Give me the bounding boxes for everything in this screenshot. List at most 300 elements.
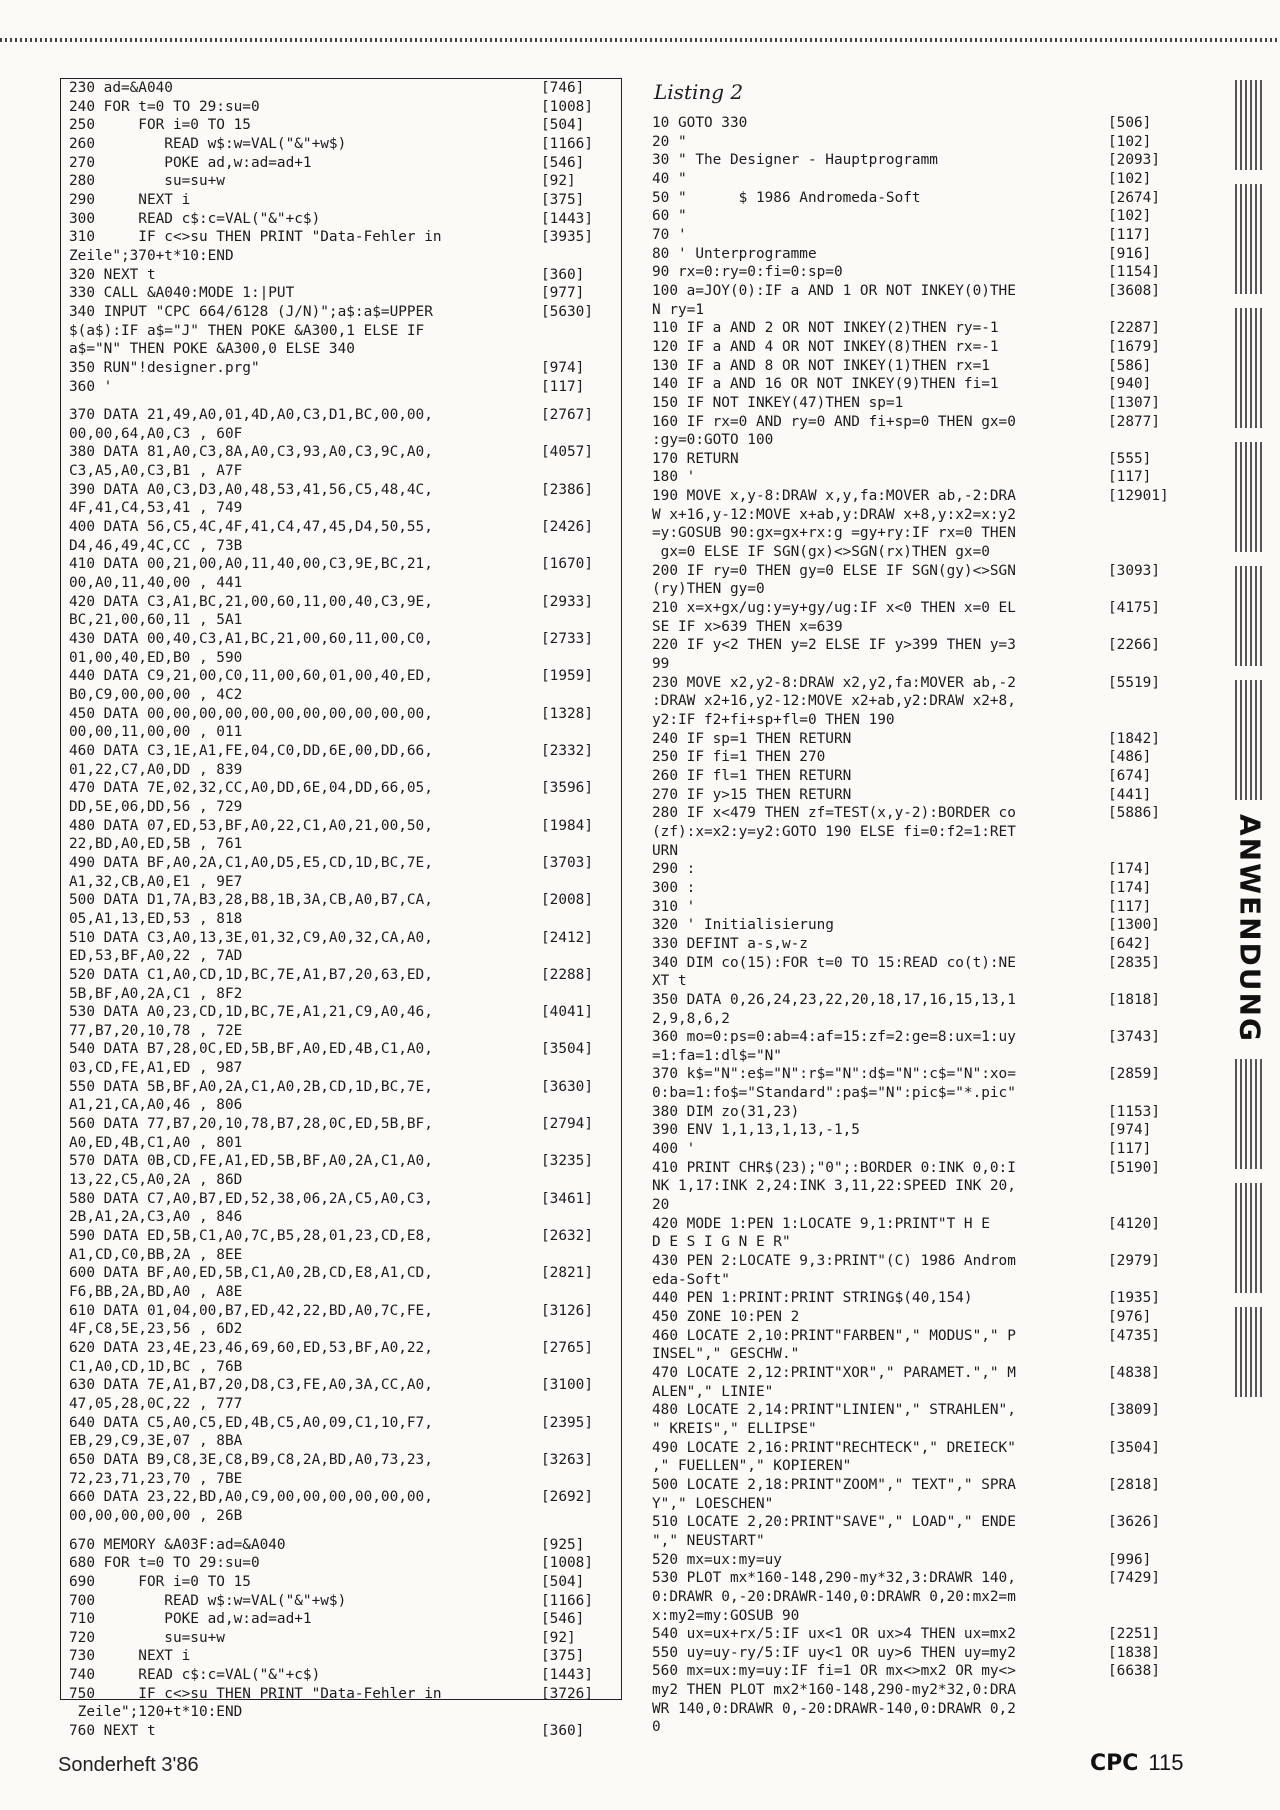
code-text: 290 : (652, 861, 696, 878)
checksum: [2979] (1108, 1253, 1160, 1270)
checksum (541, 723, 615, 742)
checksum: [174] (1108, 879, 1152, 896)
checksum (1108, 1047, 1190, 1066)
code-line (61, 966, 621, 985)
listing1-column (60, 78, 622, 1740)
code-line (640, 823, 1190, 842)
code-text: 160 IF rx=0 AND ry=0 AND fi+sp=0 THEN gx=0 (652, 413, 1016, 430)
checksum: [6638] (1108, 1663, 1160, 1680)
code-text: =y:GOSUB 90:gx=gx+rx:g =gy+ry:IF rx=0 THEN (652, 525, 1016, 542)
checksum (541, 1022, 615, 1041)
code-text: NK 1,17:INK 2,24:INK 3,11,22:SPEED INK 20, (652, 1178, 1016, 1195)
code-line (640, 207, 1190, 226)
code-text: 460 DATA C3,1E,A1,FE,04,C0,DD,6E,00,DD,66, (69, 742, 433, 759)
checksum: [3726] (541, 1685, 593, 1702)
code-text: 550 DATA 5B,BF,A0,2A,C1,A0,2B,CD,1D,BC,7E, (69, 1078, 433, 1095)
code-text: 740 READ c$:c=VAL("&"+c$) (69, 1667, 321, 1684)
code-line (61, 1190, 621, 1209)
code-line (640, 1140, 1190, 1159)
code-line (640, 674, 1190, 693)
code-line (640, 413, 1190, 432)
code-text: 450 DATA 00,00,00,00,00,00,00,00,00,00,00, (69, 705, 433, 722)
code-text: 180 ' (652, 469, 696, 486)
code-line (640, 1252, 1190, 1271)
code-text: 470 LOCATE 2,12:PRINT"XOR"," PARAMET."," M (652, 1364, 1016, 1381)
code-text: BC,21,00,60,11 , 5A1 (69, 612, 243, 629)
checksum: [3703] (541, 854, 593, 871)
code-line (61, 611, 621, 630)
code-text: 310 IF c<>su THEN PRINT "Data-Fehler in (69, 229, 442, 246)
code-line (640, 1401, 1190, 1420)
checksum (1108, 823, 1190, 842)
checksum (541, 574, 615, 593)
code-text: 530 DATA A0,23,CD,1D,BC,7E,A1,21,C9,A0,46, (69, 1004, 433, 1021)
code-text: Y"," LOESCHEN" (652, 1495, 774, 1512)
checksum: [1935] (1108, 1290, 1160, 1307)
checksum: [4120] (1108, 1215, 1160, 1232)
code-line (61, 1414, 621, 1433)
checksum: [2287] (1108, 320, 1160, 337)
code-text: 230 MOVE x2,y2-8:DRAW x2,y2,fa:MOVER ab,-2 (652, 674, 1016, 691)
code-line (640, 636, 1190, 655)
code-line (61, 1376, 621, 1395)
footer-issue: Sonderheft 3'86 (58, 1754, 199, 1776)
code-line (61, 1096, 621, 1115)
checksum: [2767] (541, 407, 593, 424)
code-text: 320 NEXT t (69, 266, 156, 283)
sidebar-band (1235, 80, 1265, 170)
code-line (61, 378, 621, 397)
code-text: A0,ED,4B,C1,A0 , 801 (69, 1134, 243, 1151)
code-text: 13,22,C5,A0,2A , 86D (69, 1172, 243, 1189)
code-line (640, 524, 1190, 543)
code-line (61, 1451, 621, 1470)
code-text: W x+16,y-12:MOVE x+ab,y:DRAW x+8,y:x2=x:y2 (652, 506, 1016, 523)
checksum (541, 425, 615, 444)
code-text: a$="N" THEN POKE &A300,0 ELSE 340 (69, 341, 355, 358)
code-line (61, 518, 621, 537)
code-line (640, 375, 1190, 394)
code-text: 600 DATA BF,A0,ED,5B,C1,A0,2B,CD,E8,A1,CD, (69, 1265, 433, 1282)
sidebar-band (1235, 566, 1265, 666)
code-text: 380 DATA 81,A0,C3,8A,A0,C3,93,A0,C3,9C,A0, (69, 444, 433, 461)
code-text: N ry=1 (652, 301, 704, 318)
code-line (61, 1703, 621, 1722)
code-line (640, 767, 1190, 786)
code-text: 350 RUN"!designer.prg" (69, 359, 260, 376)
code-text: 00,00,64,A0,C3 , 60F (69, 425, 243, 442)
code-text: 2,9,8,6,2 (652, 1010, 730, 1027)
code-text: 420 DATA C3,A1,BC,21,00,60,11,00,40,C3,9E, (69, 593, 433, 610)
code-line (640, 580, 1190, 599)
checksum: [555] (1108, 450, 1152, 467)
listing2-title: Listing 2 (654, 80, 744, 104)
code-text: 00,00,00,00,00 , 26B (69, 1507, 243, 1524)
checksum (541, 462, 615, 481)
code-line (61, 1666, 621, 1685)
code-line (640, 748, 1190, 767)
sidebar-band (1235, 1183, 1265, 1293)
checksum: [92] (541, 173, 576, 190)
sidebar-band (1235, 680, 1265, 800)
code-line (61, 798, 621, 817)
checksum: [2821] (541, 1265, 593, 1282)
code-line (61, 1488, 621, 1507)
code-line (61, 779, 621, 798)
code-text: (ry)THEN gy=0 (652, 581, 765, 598)
code-text: 490 DATA BF,A0,2A,C1,A0,D5,E5,CD,1D,BC,7E, (69, 854, 433, 871)
code-line (61, 406, 621, 425)
checksum: [1959] (541, 668, 593, 685)
checksum (541, 499, 615, 518)
code-text: 440 PEN 1:PRINT:PRINT STRING$(40,154) (652, 1290, 973, 1307)
blank-line (61, 1526, 621, 1536)
code-line (640, 1625, 1190, 1644)
code-line (61, 1246, 621, 1265)
code-line (640, 954, 1190, 973)
checksum: [916] (1108, 245, 1152, 262)
checksum (541, 798, 615, 817)
code-line (640, 1457, 1190, 1476)
code-text: ," FUELLEN"," KOPIEREN" (652, 1458, 852, 1475)
code-line (61, 929, 621, 948)
code-line (61, 667, 621, 686)
checksum: [1670] (541, 556, 593, 573)
code-line (61, 649, 621, 668)
code-line (640, 1345, 1190, 1364)
checksum: [360] (541, 266, 585, 283)
code-text: 260 READ w$:w=VAL("&"+w$) (69, 135, 347, 152)
checksum (541, 611, 615, 630)
checksum (1108, 1495, 1190, 1514)
top-rule (0, 38, 1280, 42)
code-line (61, 1507, 621, 1526)
checksum: [441] (1108, 786, 1152, 803)
checksum: [504] (541, 117, 585, 134)
code-line (640, 711, 1190, 730)
checksum: [1818] (1108, 991, 1160, 1008)
checksum: [642] (1108, 935, 1152, 952)
checksum: [5886] (1108, 805, 1160, 822)
checksum: [4838] (1108, 1364, 1160, 1381)
code-text: 540 ux=ux+rx/5:IF ux<1 OR ux>4 THEN ux=mx2 (652, 1626, 1016, 1643)
checksum (541, 340, 615, 359)
checksum (541, 910, 615, 929)
checksum: [117] (1108, 469, 1152, 486)
code-line (61, 873, 621, 892)
code-text: :DRAW x2+16,y2-12:MOVE x2+ab,y2:DRAW x2+8, (652, 693, 1016, 710)
code-text: SE IF x>639 THEN x=639 (652, 618, 843, 635)
code-line (61, 340, 621, 359)
code-text: 460 LOCATE 2,10:PRINT"FARBEN"," MODUS"," P (652, 1327, 1016, 1344)
code-text: 0:ba=1:fo$="Standard":pa$="N":pic$="*.pic" (652, 1085, 1016, 1102)
checksum (541, 835, 615, 854)
code-text: 500 DATA D1,7A,B3,28,B8,1B,3A,CB,A0,B7,CA, (69, 892, 433, 909)
checksum: [1166] (541, 1592, 593, 1609)
checksum: [674] (1108, 767, 1152, 784)
code-text: 70 ' (652, 226, 687, 243)
code-line (61, 1647, 621, 1666)
code-line (640, 655, 1190, 674)
code-line (640, 1588, 1190, 1607)
code-line (640, 1103, 1190, 1122)
checksum (1108, 1588, 1190, 1607)
checksum: [102] (1108, 208, 1152, 225)
code-text: 640 DATA C5,A0,C5,ED,4B,C5,A0,09,C1,10,F7, (69, 1414, 433, 1431)
checksum (541, 1283, 615, 1302)
code-text: 10 GOTO 330 (652, 115, 748, 131)
checksum (1108, 580, 1190, 599)
code-text: 760 NEXT t (69, 1723, 156, 1740)
code-text: A1,21,CA,A0,46 , 806 (69, 1097, 243, 1114)
code-line (61, 247, 621, 266)
checksum: [2093] (1108, 152, 1160, 169)
code-line (61, 98, 621, 117)
checksum (541, 985, 615, 1004)
code-line (640, 1308, 1190, 1327)
code-line (640, 226, 1190, 245)
code-text: Zeile";370+t*10:END (69, 247, 234, 264)
code-line (61, 891, 621, 910)
code-line (61, 1227, 621, 1246)
code-text: 540 DATA B7,28,0C,ED,5B,BF,A0,ED,4B,C1,A0, (69, 1041, 433, 1058)
code-text: 80 ' Unterprogramme (652, 245, 817, 262)
checksum (1108, 1345, 1190, 1364)
code-text: gx=0 ELSE IF SGN(gx)<>SGN(rx)THEN gx=0 (652, 544, 990, 561)
checksum (541, 1432, 615, 1451)
code-line (640, 133, 1190, 152)
checksum: [977] (541, 285, 585, 302)
code-text: 01,22,C7,A0,DD , 839 (69, 761, 243, 778)
checksum: [174] (1108, 861, 1152, 878)
code-text: 660 DATA 23,22,BD,A0,C9,00,00,00,00,00,00, (69, 1489, 433, 1506)
checksum (1108, 1532, 1190, 1551)
checksum (541, 1246, 615, 1265)
code-line (640, 1364, 1190, 1383)
code-text: 22,BD,A0,ED,5B , 761 (69, 836, 243, 853)
checksum: [3809] (1108, 1402, 1160, 1419)
code-text: D E S I G N E R" (652, 1234, 791, 1251)
code-line (61, 854, 621, 873)
checksum: [4175] (1108, 600, 1160, 617)
checksum: [2395] (541, 1414, 593, 1431)
code-line (61, 1022, 621, 1041)
code-line (640, 245, 1190, 264)
checksum (1108, 1700, 1190, 1719)
code-text: B0,C9,00,00,00 , 4C2 (69, 687, 243, 703)
code-text: 130 IF a AND 8 OR NOT INKEY(1)THEN rx=1 (652, 357, 990, 374)
checksum: [976] (1108, 1309, 1152, 1325)
code-text: 250 FOR i=0 TO 15 (69, 117, 251, 134)
checksum (1108, 301, 1190, 320)
checksum: [3630] (541, 1078, 593, 1095)
code-line (61, 947, 621, 966)
code-text: 20 " (652, 133, 687, 150)
code-text: 530 PLOT mx*160-148,290-my*32,3:DRAWR 140, (652, 1570, 1016, 1587)
code-text: ED,53,BF,A0,22 , 7AD (69, 948, 243, 965)
checksum: [3504] (1108, 1439, 1160, 1456)
code-text: Zeile";120+t*10:END (69, 1704, 243, 1721)
code-line (61, 574, 621, 593)
code-line (61, 284, 621, 303)
code-line (61, 1115, 621, 1134)
code-text: 680 FOR t=0 TO 29:su=0 (69, 1555, 260, 1572)
checksum: [1984] (541, 817, 593, 834)
code-line (61, 266, 621, 285)
code-line (61, 1171, 621, 1190)
code-text: 300 : (652, 879, 696, 896)
code-line (61, 1339, 621, 1358)
code-text: y2:IF f2+fi+sp+fl=0 THEN 190 (652, 712, 895, 728)
checksum: [375] (541, 191, 585, 208)
code-line (640, 1551, 1190, 1570)
code-text: 410 PRINT CHR$(23);"0";:BORDER 0:INK 0,0:I (652, 1159, 1016, 1176)
checksum: [3596] (541, 780, 593, 797)
blank-line (61, 396, 621, 406)
checksum: [12901] (1108, 488, 1169, 505)
checksum: [1154] (1108, 264, 1160, 281)
code-line (640, 468, 1190, 487)
checksum (1108, 1233, 1190, 1252)
checksum (1108, 1271, 1190, 1290)
checksum (541, 1320, 615, 1339)
checksum (541, 1470, 615, 1489)
code-line (640, 263, 1190, 282)
code-line (61, 1134, 621, 1153)
code-line (61, 1722, 621, 1741)
checksum (1108, 1010, 1190, 1029)
checksum: [1328] (541, 705, 593, 722)
checksum: [1307] (1108, 394, 1160, 411)
checksum: [2877] (1108, 413, 1160, 430)
code-line (61, 359, 621, 378)
code-text: 280 IF x<479 THEN zf=TEST(x,y-2):BORDER co (652, 805, 1016, 822)
checksum (541, 1171, 615, 1190)
checksum: [2859] (1108, 1066, 1160, 1083)
checksum (1108, 1681, 1190, 1700)
code-text: 400 ' (652, 1141, 696, 1158)
code-line (640, 842, 1190, 861)
checksum: [117] (541, 378, 585, 395)
checksum (541, 1096, 615, 1115)
code-line (640, 1718, 1190, 1737)
checksum (1108, 1607, 1190, 1626)
code-line (61, 1592, 621, 1611)
section-sidebar (1232, 80, 1268, 1680)
checksum: [7429] (1108, 1570, 1160, 1587)
checksum: [1166] (541, 135, 593, 152)
code-text: 620 DATA 23,4E,23,46,69,60,ED,53,BF,A0,22, (69, 1339, 433, 1356)
code-line (61, 228, 621, 247)
checksum (1108, 1177, 1190, 1196)
code-line (61, 537, 621, 556)
code-line (61, 761, 621, 780)
code-text: 520 mx=ux:my=uy (652, 1551, 782, 1568)
code-text: C3,A5,A0,C3,B1 , A7F (69, 463, 243, 480)
code-text: 510 DATA C3,A0,13,3E,01,32,C9,A0,32,CA,A0, (69, 929, 433, 946)
checksum (541, 1703, 615, 1722)
checksum (541, 1358, 615, 1377)
checksum: [102] (1108, 133, 1152, 150)
code-line (640, 1569, 1190, 1588)
code-text: 390 DATA A0,C3,D3,A0,48,53,41,56,C5,48,4C, (69, 481, 433, 498)
checksum (541, 247, 615, 266)
checksum: [940] (1108, 376, 1152, 393)
code-text: x:my2=my:GOSUB 90 (652, 1607, 800, 1624)
sidebar-band (1235, 1059, 1265, 1169)
checksum (541, 1208, 615, 1227)
code-line (61, 154, 621, 173)
checksum (541, 1059, 615, 1078)
code-text: 20 (652, 1197, 670, 1214)
code-text: " KREIS"," ELLIPSE" (652, 1420, 817, 1437)
code-line (640, 1047, 1190, 1066)
code-text: 4F,C8,5E,23,56 , 6D2 (69, 1321, 243, 1338)
checksum (541, 761, 615, 780)
code-text: C1,A0,CD,1D,BC , 76B (69, 1358, 243, 1375)
checksum: [2765] (541, 1339, 593, 1356)
code-text: 550 uy=uy-ry/5:IF uy<1 OR uy>6 THEN uy=my2 (652, 1644, 1016, 1661)
checksum: [5630] (541, 303, 593, 320)
code-text: 480 LOCATE 2,14:PRINT"LINIEN"," STRAHLEN", (652, 1402, 1016, 1419)
code-text: 590 DATA ED,5B,C1,A0,7C,B5,28,01,23,CD,E8, (69, 1228, 433, 1245)
checksum (541, 947, 615, 966)
code-text: 410 DATA 00,21,00,A0,11,40,00,C3,9E,BC,21, (69, 556, 433, 573)
code-text: $(a$):IF a$="J" THEN POKE &A300,1 ELSE IF (69, 322, 425, 339)
checksum (1108, 1383, 1190, 1402)
code-line (61, 191, 621, 210)
code-text: 60 " (652, 208, 687, 225)
checksum: [506] (1108, 115, 1152, 131)
checksum: [2386] (541, 481, 593, 498)
code-line (640, 692, 1190, 711)
code-text: D4,46,49,4C,CC , 73B (69, 537, 243, 554)
code-text: 700 READ w$:w=VAL("&"+w$) (69, 1592, 347, 1609)
code-line (61, 1358, 621, 1377)
code-line (61, 499, 621, 518)
sidebar-band (1235, 1307, 1265, 1397)
checksum (1108, 618, 1190, 637)
checksum: [1842] (1108, 730, 1160, 747)
code-line (61, 172, 621, 191)
checksum: [1838] (1108, 1644, 1160, 1661)
checksum: [360] (541, 1723, 585, 1740)
listing2-column (640, 78, 1190, 1737)
code-line (640, 1513, 1190, 1532)
code-line (640, 991, 1190, 1010)
code-line (61, 116, 621, 135)
code-line (61, 1208, 621, 1227)
code-text: 280 su=su+w (69, 173, 225, 190)
code-text: 47,05,28,0C,22 , 777 (69, 1395, 243, 1412)
checksum: [3743] (1108, 1029, 1160, 1046)
checksum: [1008] (541, 1555, 593, 1572)
code-line (61, 1395, 621, 1414)
checksum (1108, 543, 1190, 562)
code-line (61, 462, 621, 481)
checksum: [3461] (541, 1190, 593, 1207)
code-line (61, 303, 621, 322)
code-line (640, 543, 1190, 562)
checksum: [3504] (541, 1041, 593, 1058)
code-text: 360 ' (69, 378, 113, 395)
code-text: 4F,41,C4,53,41 , 749 (69, 500, 243, 517)
code-text: 450 ZONE 10:PEN 2 (652, 1309, 800, 1325)
checksum: [92] (541, 1629, 576, 1646)
code-line (61, 705, 621, 724)
code-line (61, 1685, 621, 1704)
code-line (640, 599, 1190, 618)
